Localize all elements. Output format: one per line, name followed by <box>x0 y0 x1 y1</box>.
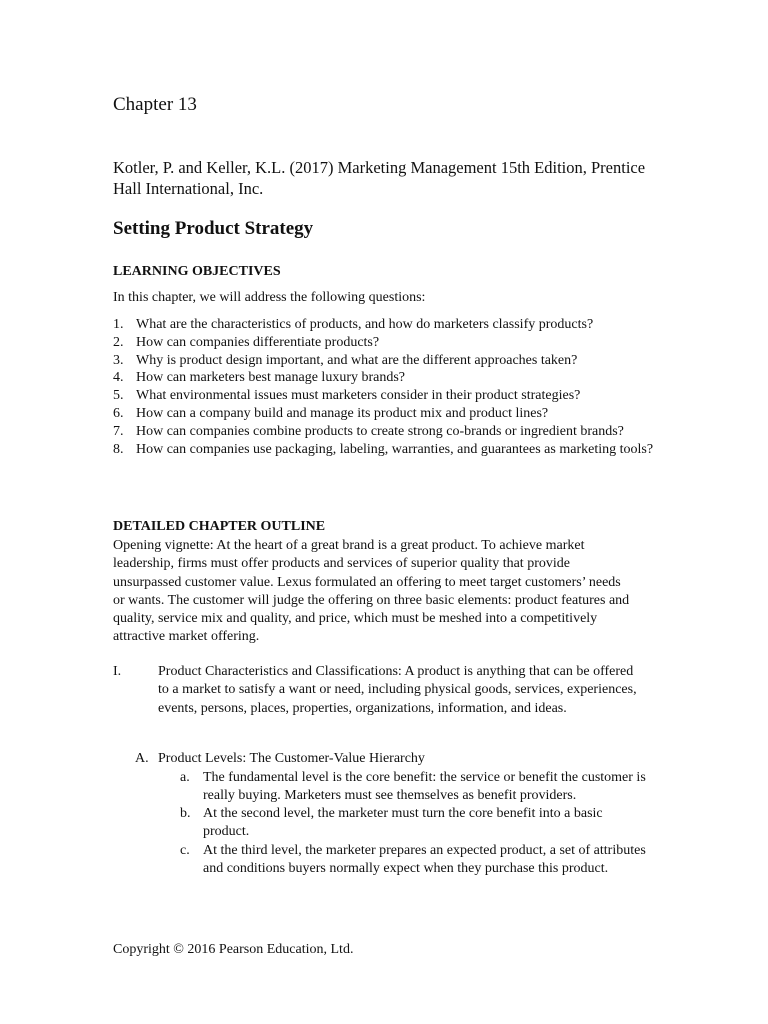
list-item <box>180 842 650 878</box>
objective-item <box>113 334 658 352</box>
objective-text: How can companies combine products to create strong co-brands or ingredient brands? <box>136 423 624 439</box>
opening-vignette: Opening vignette: At the heart of a great brand is a great product. To achieve market leadership, firms must offer products and services of superior quality that provide unsurpassed customer value. Lexus formulated an offering to meet target customers’ needs or wants. The customer will judge the offering on three basic elements: product features and quality, service mix and quality, and price, which must be meshed into a competitively attractive market offering. <box>113 538 630 645</box>
objective-number: 1. <box>113 317 124 332</box>
item-text: At the second level, the marketer must turn the core benefit into a basic product. <box>203 806 603 840</box>
learning-objectives-intro: In this chapter, we will address the following questions: <box>113 290 426 305</box>
subsection-letter: A. <box>135 751 149 766</box>
objective-number: 6. <box>113 405 124 421</box>
chapter-title: Setting Product Strategy <box>113 218 314 239</box>
objective-number: 4. <box>113 370 124 386</box>
objective-item <box>113 369 658 387</box>
citation: Kotler, P. and Keller, K.L. (2017) Marketing Management 15th Edition, Prentice Hall International, Inc. <box>113 158 646 198</box>
section-i <box>113 663 658 718</box>
objective-item <box>113 316 658 334</box>
objective-text: How can companies use packaging, labeling, warranties, and guarantees as marketing tools? <box>136 441 654 457</box>
product-levels-list <box>180 769 650 878</box>
copyright-footer: Copyright © 2016 Pearson Education, Ltd. <box>113 942 354 957</box>
section-text: Product Characteristics and Classifications: A product is anything that can be offered to a market to satisfy a want or need, including physical goods, services, experiences, events, persons, places, properties, organizations, information, and ideas. <box>158 664 637 716</box>
objective-item <box>113 352 658 370</box>
subsection-a <box>135 751 425 767</box>
objective-number: 7. <box>113 423 124 439</box>
item-text: At the third level, the marketer prepares an expected product, a set of attributes and conditions buyers normally expect when they purchase this product. <box>203 842 646 876</box>
objective-text: What are the characteristics of products, and how do marketers classify products? <box>136 317 594 332</box>
objective-item <box>113 387 658 405</box>
objective-text: What environmental issues must marketers consider in their product strategies? <box>136 388 581 404</box>
learning-objectives-heading: LEARNING OBJECTIVES <box>113 264 281 279</box>
objective-number: 5. <box>113 388 124 404</box>
section-numeral: I. <box>113 664 122 679</box>
list-item <box>180 769 650 805</box>
objective-number: 8. <box>113 441 124 457</box>
objective-text: How can a company build and manage its product mix and product lines? <box>136 405 549 421</box>
objective-text: How can marketers best manage luxury brands? <box>136 370 406 386</box>
learning-objectives-list <box>113 316 658 458</box>
objective-text: How can companies differentiate products? <box>136 334 380 350</box>
objective-item <box>113 441 658 459</box>
subsection-title: Product Levels: The Customer-Value Hierarchy <box>158 751 425 766</box>
objective-text: Why is product design important, and what are the different approaches taken? <box>136 352 578 368</box>
objective-item <box>113 405 658 423</box>
objective-item <box>113 423 658 441</box>
objective-number: 2. <box>113 334 124 350</box>
list-item <box>180 805 650 841</box>
chapter-label: Chapter 13 <box>113 94 197 115</box>
detailed-outline-heading: DETAILED CHAPTER OUTLINE <box>113 519 326 534</box>
item-letter: c. <box>180 842 190 858</box>
item-text: The fundamental level is the core benefit: the service or benefit the customer is really buying. Marketers must see themselves as benefit providers. <box>203 770 646 803</box>
item-letter: a. <box>180 770 190 785</box>
objective-number: 3. <box>113 352 124 368</box>
item-letter: b. <box>180 806 191 822</box>
